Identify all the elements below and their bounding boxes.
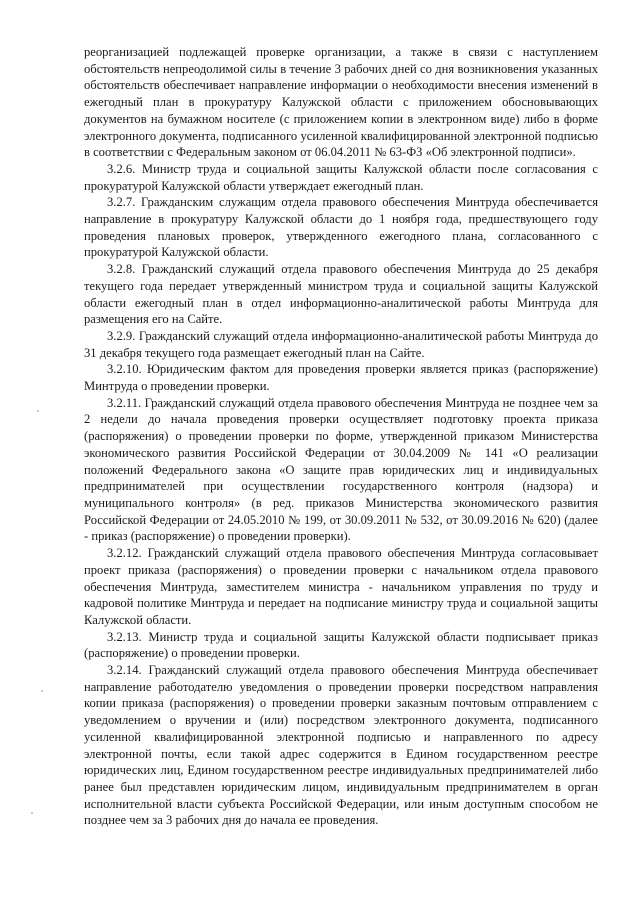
paragraph-continuation: реорганизацией подлежащей проверке организации, а также в связи с наступлением обстоятельств непреодолимой силы в течение 3 рабочих дней со дня возникновения указанных обстоятельств обеспечивает направление информации о необходимости внесения изменений в ежегодный план в прокуратуру Калужской области с приложением обосновывающих документов на бумажном носителе (с приложением копии в электронном виде) либо в форме электронного документа, подписанного усиленной квалифицированной электронной подписью в соответствии с Федеральным законом от 06.04.2011 № 63-ФЗ «Об электронной подписи».: [84, 45, 598, 160]
paragraph-3-2-9: 3.2.9. Гражданский служащий отдела информационно-аналитической работы Минтруда до 31 декабря текущего года размещает ежегодный план на Сайте.: [84, 328, 598, 360]
paragraph-3-2-6: 3.2.6. Министр труда и социальной защиты Калужской области после согласования с прокуратурой Калужской области утверждает ежегодный план.: [84, 161, 598, 193]
paragraph-3-2-7: 3.2.7. Гражданским служащим отдела правового обеспечения Минтруда обеспечивается направление в прокуратуру Калужской области до 1 ноября года, предшествующего году проведения плановых проверок, утвержденного ежегодного плана, согласованного с прокуратурой Калужской области.: [84, 195, 598, 260]
paragraph-3-2-10: 3.2.10. Юридическим фактом для проведения проверки является приказ (распоряжение) Минтруда о проведении проверки.: [84, 362, 598, 394]
document-body: [84, 44, 598, 829]
paragraph-3-2-14: 3.2.14. Гражданский служащий отдела правового обеспечения Минтруда обеспечивает направление работодателю уведомления о проведении проверки посредством направления копии приказа (распоряжения) о проведении проверки заказным почтовым отправлением с уведомлением о вручении и (или) посредством электронного документа, подписанного усиленной квалифицированной электронной подписью и направленного по адресу электронной почты, если такой адрес содержится в Едином государственном реестре юридических лиц, Едином государственном реестре индивидуальных предпринимателей либо ранее был представлен юридическим лицом, индивидуальным предпринимателем в орган исполнительной власти субъекта Российской Федерации, или иным доступным способом не позднее чем за 3 рабочих дня до начала ее проведения.: [84, 663, 598, 828]
paragraph-3-2-8: 3.2.8. Гражданский служащий отдела правового обеспечения Минтруда до 25 декабря текущего года передает утвержденный министром труда и социальной защиты Калужской области ежегодный план в отдел информационно-аналитической работы Минтруда для размещения его на Сайте.: [84, 262, 598, 327]
scan-speck: [41, 690, 43, 692]
paragraph-3-2-12: 3.2.12. Гражданский служащий отдела правового обеспечения Минтруда согласовывает проект приказа (распоряжения) о проведении проверки с начальником отдела правового обеспечения Минтруда, заместителем министра - начальником управления по труду и кадровой политике Минтруда и передает на подписание министру труда и социальной защиты Калужской области.: [84, 546, 598, 627]
paragraph-3-2-11: 3.2.11. Гражданский служащий отдела правового обеспечения Минтруда не позднее чем за 2 недели до начала проведения проверки осуществляет подготовку проекта приказа (распоряжения) о проведении проверки по форме, утвержденной приказом Министерства экономического развития Российской Федерации от 30.04.2009 № 141 «О реализации положений Федерального закона «О защите прав юридических лиц и индивидуальных предпринимателей при осуществлении государственного контроля (надзора) и муниципального контроля» (в ред. приказов Министерства экономического развития Российской Федерации от 24.05.2010 № 199, от 30.09.2011 № 532, от 30.09.2016 № 620) (далее - приказ (распоряжение) о проведении проверки).: [84, 395, 598, 544]
scan-speck: [31, 812, 33, 814]
paragraph-3-2-13: 3.2.13. Министр труда и социальной защиты Калужской области подписывает приказ (распоряжение) о проведении проверки.: [84, 629, 598, 661]
scan-speck: [37, 410, 39, 412]
